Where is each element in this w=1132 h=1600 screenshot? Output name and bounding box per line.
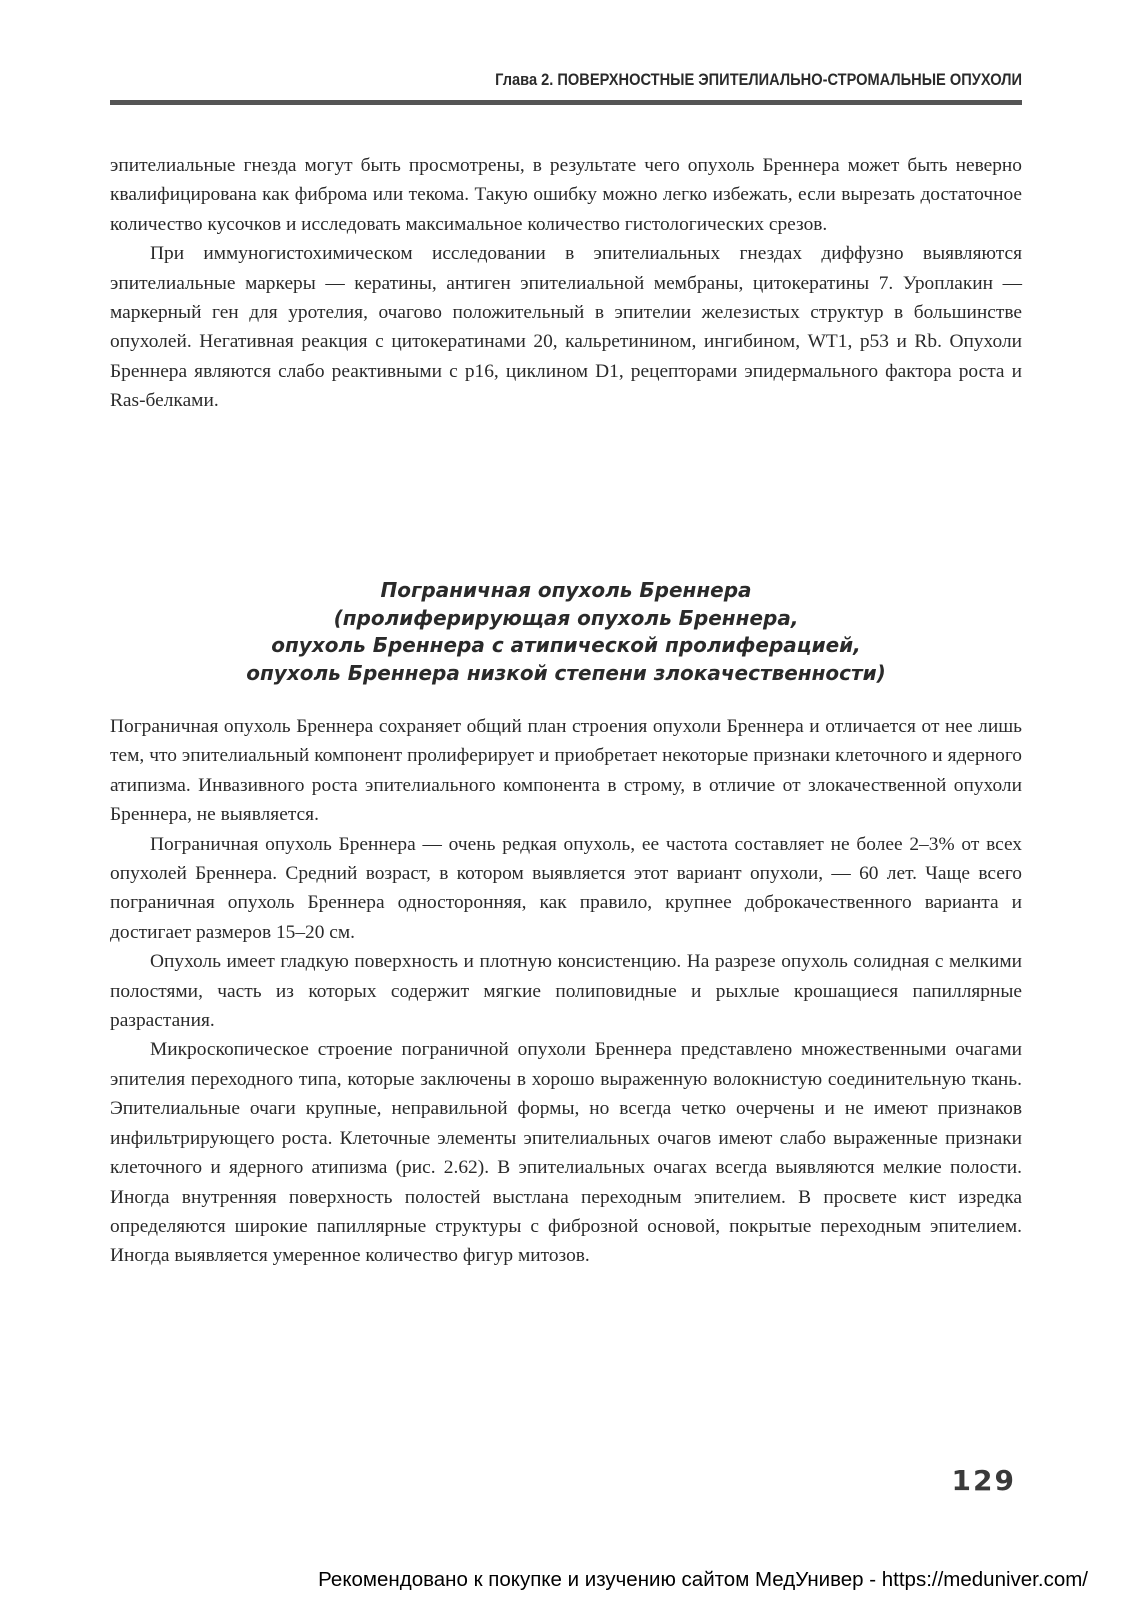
text-block-top	[110, 151, 1022, 416]
paragraph: При иммуногистохимическом исследовании в эпителиальных гнездах диффузно выявляются эпителиальные маркеры — кератины, антиген эпителиальной мембраны, цитокератины 7. Уроплакин — маркерный ген для уротелия, очагово положительный в эпителии железистых структур в большинстве опухолей. Негативная реакция с цитокератинами 20, кальретинином, ингибином, WT1, p53 и Rb. Опухоли Бреннера являются слабо реактивными с p16, циклином D1, рецепторами эпидермального фактора роста и Ras-белками.	[110, 243, 1022, 412]
section-heading-line: опухоль Бреннера низкой степени злокачественности)	[246, 660, 886, 685]
section-heading-line: опухоль Бреннера с атипической пролиферацией,	[271, 633, 861, 657]
section-heading	[110, 577, 1022, 687]
page-number: 129	[951, 1464, 1016, 1497]
paragraph: Микроскопическое строение пограничной опухоли Бреннера представлено множественными очагами эпителия переходного типа, которые заключены в хорошо выраженную волокнистую соединительную ткань. Эпителиальные очаги крупные, неправильной формы, но всегда четко очерчены и не имеют признаков инфильтрирующего роста. Клеточные элементы эпителиальных очагов имеют слабо выраженные признаки клеточного и ядерного атипизма (рис. 2.62). В эпителиальных очагах всегда выявляются мелкие полости. Иногда внутренняя поверхность полостей выстлана переходным эпителием. В просвете кист изредка определяются широкие папиллярные структуры с фиброзной основой, покрытые переходным эпителием. Иногда выявляется умеренное количество фигур митозов.	[110, 1039, 1022, 1267]
section-heading-line: (пролиферирующая опухоль Бреннера,	[333, 605, 799, 630]
running-header: Глава 2. ПОВЕРХНОСТНЫЕ ЭПИТЕЛИАЛЬНО-СТРОМАЛЬНЫЕ ОПУХОЛИ	[495, 70, 1022, 89]
section-heading-line: Пограничная опухоль Бреннера	[380, 578, 752, 602]
recommendation-footer: Рекомендовано к покупке и изучению сайтом МедУнивер - https://meduniver.com/	[318, 1568, 1088, 1591]
header-rule	[110, 100, 1022, 105]
paragraph: Опухоль имеет гладкую поверхность и плотную консистенцию. На разрезе опухоль солидная с мелкими полостями, часть из которых содержит мягкие полиповидные и рыхлые крошащиеся папиллярные разрастания.	[110, 951, 1022, 1032]
text-block-bottom	[110, 712, 1022, 1271]
paragraph: Пограничная опухоль Бреннера — очень редкая опухоль, ее частота составляет не более 2–3% от всех опухолей Бреннера. Средний возраст, в котором выявляется этот вариант опухоли, — 60 лет. Чаще всего пограничная опухоль Бреннера односторонняя, как правило, крупнее доброкачественного варианта и достигает размеров 15–20 см.	[110, 833, 1022, 943]
paragraph: эпителиальные гнезда могут быть просмотрены, в результате чего опухоль Бреннера может быть неверно квалифицирована как фиброма или текома. Такую ошибку можно легко избежать, если вырезать достаточное количество кусочков и исследовать максимальное количество гистологических срезов.	[110, 155, 1022, 235]
paragraph: Пограничная опухоль Бреннера сохраняет общий план строения опухоли Бреннера и отличается от нее лишь тем, что эпителиальный компонент пролиферирует и приобретает некоторые признаки клеточного и ядерного атипизма. Инвазивного роста эпителиального компонента в строму, в отличие от злокачественной опухоли Бреннера, не выявляется.	[110, 716, 1022, 826]
